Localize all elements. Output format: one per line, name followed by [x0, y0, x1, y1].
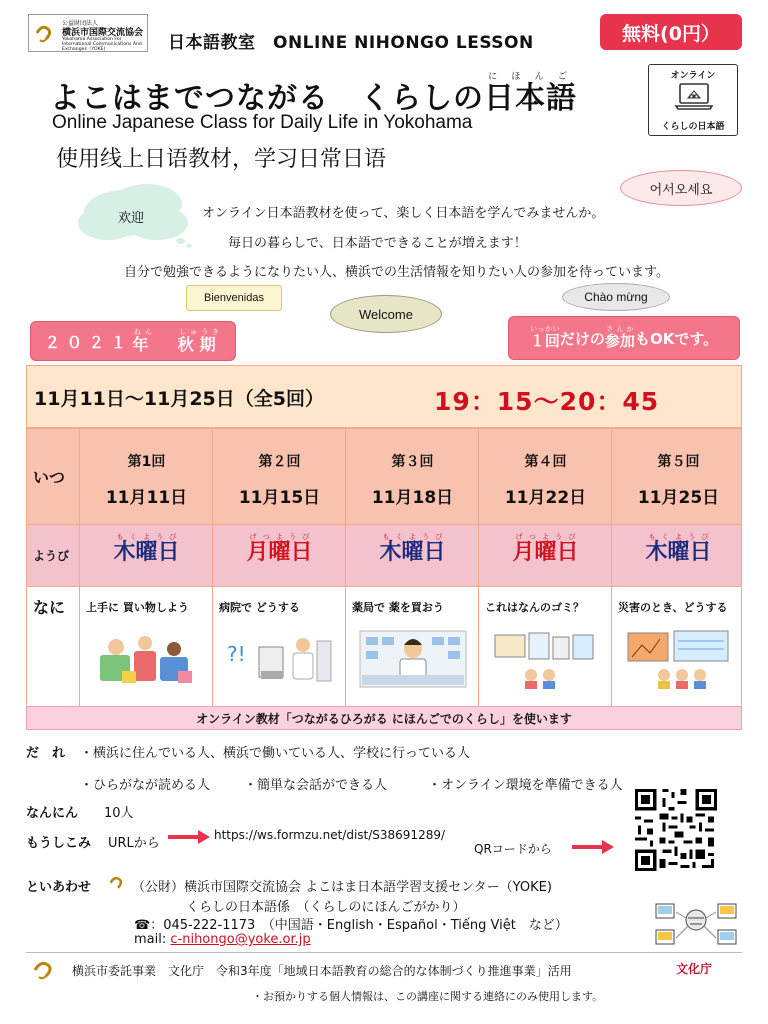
session-topic: 病院で どうする — [219, 601, 300, 614]
session-column-4 — [478, 429, 611, 707]
intro-line-1: オンライン日本語教材を使って、楽しく日本語を学んでみませんか。 — [202, 206, 605, 221]
session-date: 11月15日 — [238, 488, 321, 508]
title-english: Online Japanese Class for Daily Life in Yokohama — [52, 112, 473, 133]
session-number: 第２回 — [258, 454, 301, 470]
who-line-2c: ・オンライン環境を準備できる人 — [428, 778, 623, 793]
contact-line-1: （公財）横浜市国際交流協会 よこはま日本語学習支援センター（YOKE) — [132, 880, 552, 895]
arrow-right-icon — [168, 830, 210, 844]
session-illustration — [624, 627, 734, 691]
once-ruby-2: さんか — [604, 325, 635, 333]
main-title-prefix: よこはまでつながる くらしの — [50, 81, 484, 116]
svg-text:?!: ?! — [227, 642, 246, 666]
mail-label: mail: — [134, 932, 171, 947]
session-number: 第1回 — [127, 454, 166, 470]
title-chinese: 使用线上日语教材，学习日常日语 — [56, 147, 387, 172]
bunka-logo: 文化庁 — [676, 962, 713, 976]
intro-line-3: 自分で勉強できるようになりたい人、横浜での生活情報を知りたい人の参加を待っています。 — [124, 265, 669, 280]
intro-line-2: 毎日の暮らしで、日本語でできることが増えます！ — [228, 236, 527, 251]
weekday-ruby: げつようび — [246, 533, 313, 541]
weekday-ruby: げつようび — [512, 533, 579, 541]
weekday-ruby: もくようび — [379, 533, 446, 541]
once-ruby: いっかい — [529, 325, 560, 333]
row-label-when: いつ — [33, 468, 66, 487]
once-only: だけの — [559, 329, 605, 348]
arrow-right-icon — [572, 840, 614, 854]
weekday-text: 木曜日 — [113, 540, 180, 565]
weekday-ruby: もくようび — [113, 533, 180, 541]
time-range: 19：15～20：45 — [434, 387, 660, 416]
session-number: 第５回 — [657, 454, 700, 470]
session-date: 11月18日 — [371, 488, 454, 508]
yoke-logo — [28, 14, 148, 52]
schedule-table — [26, 428, 742, 706]
session-number: 第４回 — [524, 454, 567, 470]
session-topic: 災害のとき、どうする — [618, 601, 728, 614]
session-header — [213, 451, 346, 508]
once-ok: もOKです。 — [634, 329, 719, 348]
apply-from-qr: QRコードから — [474, 842, 552, 856]
bubble-spanish: Bienvenidas — [186, 285, 282, 311]
yoke-logo-icon — [32, 958, 60, 980]
session-number: 第３回 — [391, 454, 434, 470]
once-ok-label — [508, 316, 740, 360]
session-illustration — [491, 627, 601, 691]
season-term-ruby: しゅうき — [177, 327, 222, 336]
email-link[interactable]: c-nihongo@yoke.or.jp — [170, 932, 311, 947]
once-participation: 参加 — [604, 332, 635, 350]
session-column-2 — [212, 429, 345, 707]
footer-divider — [26, 952, 742, 953]
online-badge-bottom: くらしの日本語 — [661, 122, 725, 132]
row-label-weekday: ようび — [33, 548, 70, 563]
bubble-vietnamese: Chào mừng — [562, 283, 670, 311]
yoke-logo-icon — [108, 873, 128, 891]
who-line-1: ・横浜に住んでいる人、横浜で働いている人、学校に行っている人 — [80, 746, 471, 761]
apply-label: もうしこみ — [26, 836, 92, 851]
session-weekday — [612, 533, 745, 566]
contact-line-2: くらしの日本語係 （くらしのにほんごがかり） — [186, 900, 466, 915]
season-label — [30, 321, 236, 361]
main-title-ruby: にほんご — [484, 72, 577, 82]
session-header — [612, 451, 745, 508]
session-date: 11月11日 — [105, 488, 188, 508]
laptop-icon — [674, 82, 714, 112]
online-lesson-badge — [648, 64, 738, 136]
privacy-note: ・お預かりする個人情報は、この講座に関する連絡にのみ使用します。 — [252, 990, 604, 1003]
session-weekday — [213, 533, 346, 566]
main-title — [50, 72, 577, 117]
session-topic: 薬局で 薬を買おう — [352, 601, 444, 614]
capacity-value: 10人 — [104, 806, 134, 821]
apply-from-url: URLから — [108, 836, 160, 851]
main-title-kanji: 日本語 — [484, 81, 577, 116]
contact-label: といあわせ — [26, 880, 92, 895]
org-name: 横浜市国際交流協会 — [62, 28, 144, 38]
contact-mail — [134, 932, 311, 947]
session-header — [479, 451, 612, 508]
once-counter: 回 — [544, 332, 560, 350]
session-column-1 — [79, 429, 212, 707]
session-illustration — [358, 627, 468, 691]
season-year: ２０２１ — [44, 332, 133, 352]
weekday-text: 月曜日 — [246, 540, 313, 565]
once-number: １ — [529, 332, 545, 350]
contact-phone: ☎：045-222-1173 （中国語・English・Español・Tiếng Việt など） — [134, 918, 568, 933]
session-illustration — [225, 627, 335, 691]
session-weekday — [80, 533, 213, 566]
session-header — [80, 451, 213, 508]
season-term: 秋期 — [177, 334, 222, 354]
yoke-logo-icon — [34, 21, 58, 45]
session-date: 11月22日 — [504, 488, 587, 508]
season-year-kanji: 年 — [132, 334, 155, 354]
session-header — [346, 451, 479, 508]
apply-url-link[interactable]: https://ws.formzu.net/dist/S38691289/ — [214, 828, 446, 842]
weekday-text: 木曜日 — [645, 540, 712, 565]
session-column-5 — [611, 429, 744, 707]
weekday-text: 月曜日 — [512, 540, 579, 565]
capacity-label: なんにん — [26, 806, 79, 821]
org-type: 公益財団法人 — [62, 20, 99, 27]
who-line-2b: ・簡単な会話ができる人 — [244, 778, 388, 793]
weekday-ruby: もくようび — [645, 533, 712, 541]
weekday-text: 木曜日 — [379, 540, 446, 565]
who-line-2a: ・ひらがなが読める人 — [80, 778, 211, 793]
session-column-3 — [345, 429, 478, 707]
bubble-chinese: 欢迎 — [118, 211, 145, 226]
online-badge-top: オンライン — [670, 71, 716, 81]
session-topic: これはなんのゴミ？ — [485, 601, 584, 614]
header-title: 日本語教室 ONLINE NIHONGO LESSON — [168, 33, 534, 53]
session-weekday — [346, 533, 479, 566]
session-weekday — [479, 533, 612, 566]
date-range: 11月11日～11月25日（全5回） — [34, 388, 324, 410]
bubble-english: Welcome — [330, 295, 442, 333]
footer-text: 横浜市委託事業 文化庁 令和3年度「地域日本語教育の総合的な体制づくり推進事業」活用 — [72, 964, 572, 978]
org-name-en: Yokohama Association For International Communications And Exchanges（YOKE) — [62, 37, 142, 53]
row-label-what: なに — [33, 597, 66, 617]
free-badge: 無料(0円） — [600, 14, 742, 50]
session-illustration — [92, 627, 202, 691]
qr-code[interactable] — [632, 786, 720, 874]
session-date: 11月25日 — [637, 488, 720, 508]
who-label: だ れ — [26, 746, 66, 761]
bubble-korean: 어서오세요 — [620, 170, 742, 206]
material-note: オンライン教材「つながるひろがる にほんごでのくらし」を使います — [26, 706, 742, 730]
session-topic: 上手に 買い物しよう — [86, 601, 189, 614]
season-year-ruby: ねん — [132, 327, 155, 336]
contact-illustration — [654, 900, 740, 950]
